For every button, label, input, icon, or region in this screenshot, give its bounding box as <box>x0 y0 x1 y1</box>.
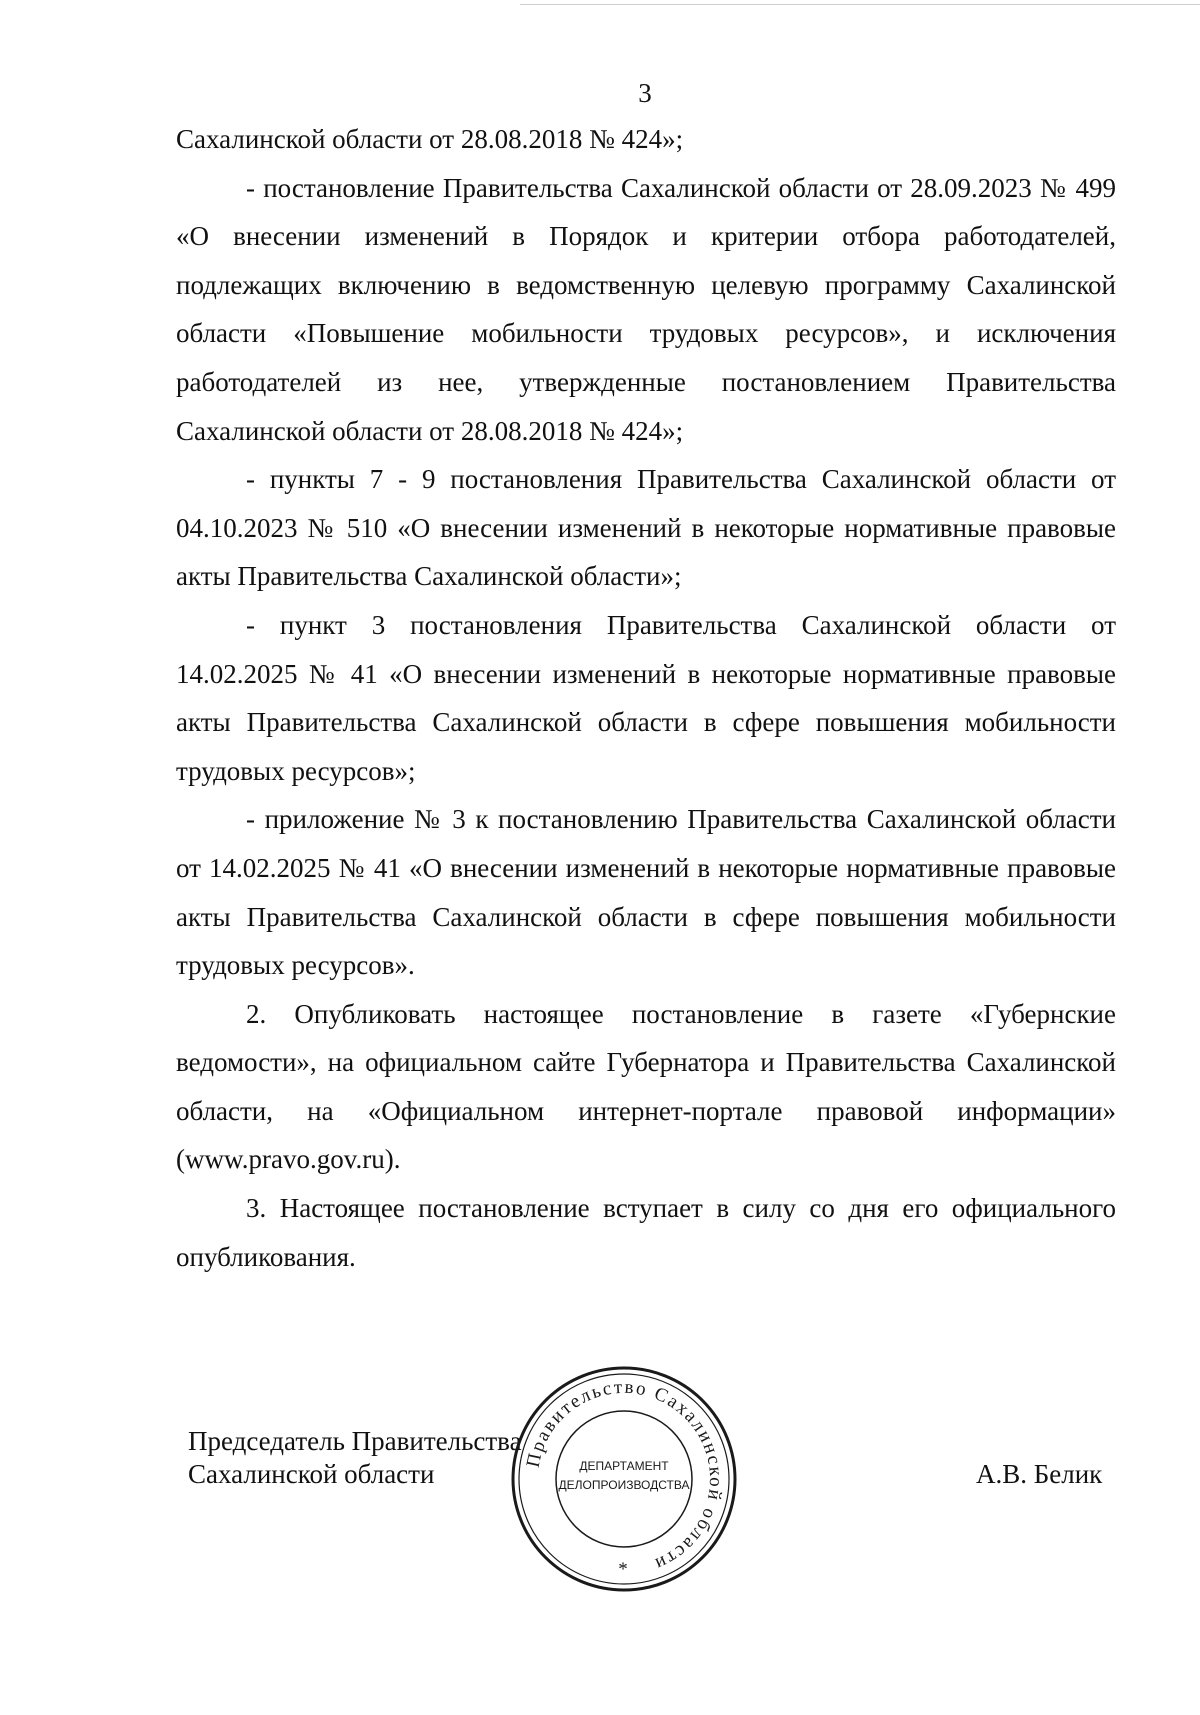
paragraph: - постановление Правительства Сахалинской области от 28.09.2023 № 499 «О внесении изменений в Порядок и критерии отбора работодателей, подлежащих включению в ведомственную целевую программу Сахалинской области «Повышение мобильности трудовых ресурсов», и исключения работодателей из нее, утвержденные постановлением Правительства Сахалинской области от 28.08.2018 № 424»; <box>176 172 1116 446</box>
signatory-position-line: Председатель Правительства <box>188 1426 522 1456</box>
page-number: 3 <box>638 78 652 108</box>
signatory-position-line: Сахалинской области <box>188 1459 435 1489</box>
official-seal <box>510 1365 738 1593</box>
paragraph: Сахалинской области от 28.08.2018 № 424»; <box>176 124 684 154</box>
seal-ring-path: Правительство Сахалинской области <box>522 1376 727 1576</box>
seal-ring-text <box>523 1377 726 1575</box>
seal-inner-line: ДЕПАРТАМЕНТ <box>579 1459 669 1473</box>
paragraph: - приложение № 3 к постановлению Правительства Сахалинской области от 14.02.2025 № 41 «О внесении изменений в некоторые нормативные правовые акты Правительства Сахалинской области в сфере повышения мобильности трудовых ресурсов». <box>176 804 1116 981</box>
seal-star: * <box>618 1559 630 1580</box>
seal-inner-line: ДЕЛОПРОИЗВОДСТВА <box>558 1478 690 1492</box>
paragraph: - пункты 7 - 9 постановления Правительства Сахалинской области от 04.10.2023 № 510 «О внесении изменений в некоторые нормативные правовые акты Правительства Сахалинской области»; <box>176 464 1116 592</box>
signatory-name: А.В. Белик <box>976 1459 1103 1489</box>
signatory-position <box>188 1425 522 1491</box>
paragraph: 2. Опубликовать настоящее постановление в газете «Губернские ведомости», на официальном сайте Губернатора и Правительства Сахалинской области, на «Официальном интернет-портале правовой информации» (www.pravo.gov.ru). <box>176 998 1116 1175</box>
paragraph: - пункт 3 постановления Правительства Сахалинской области от 14.02.2025 № 41 «О внесении изменений в некоторые нормативные правовые акты Правительства Сахалинской области в сфере повышения мобильности трудовых ресурсов»; <box>176 609 1116 786</box>
document-body <box>176 115 1116 1281</box>
top-edge-line <box>520 4 1200 5</box>
paragraph: 3. Настоящее постановление вступает в силу со дня его официального опубликования. <box>176 1193 1116 1272</box>
